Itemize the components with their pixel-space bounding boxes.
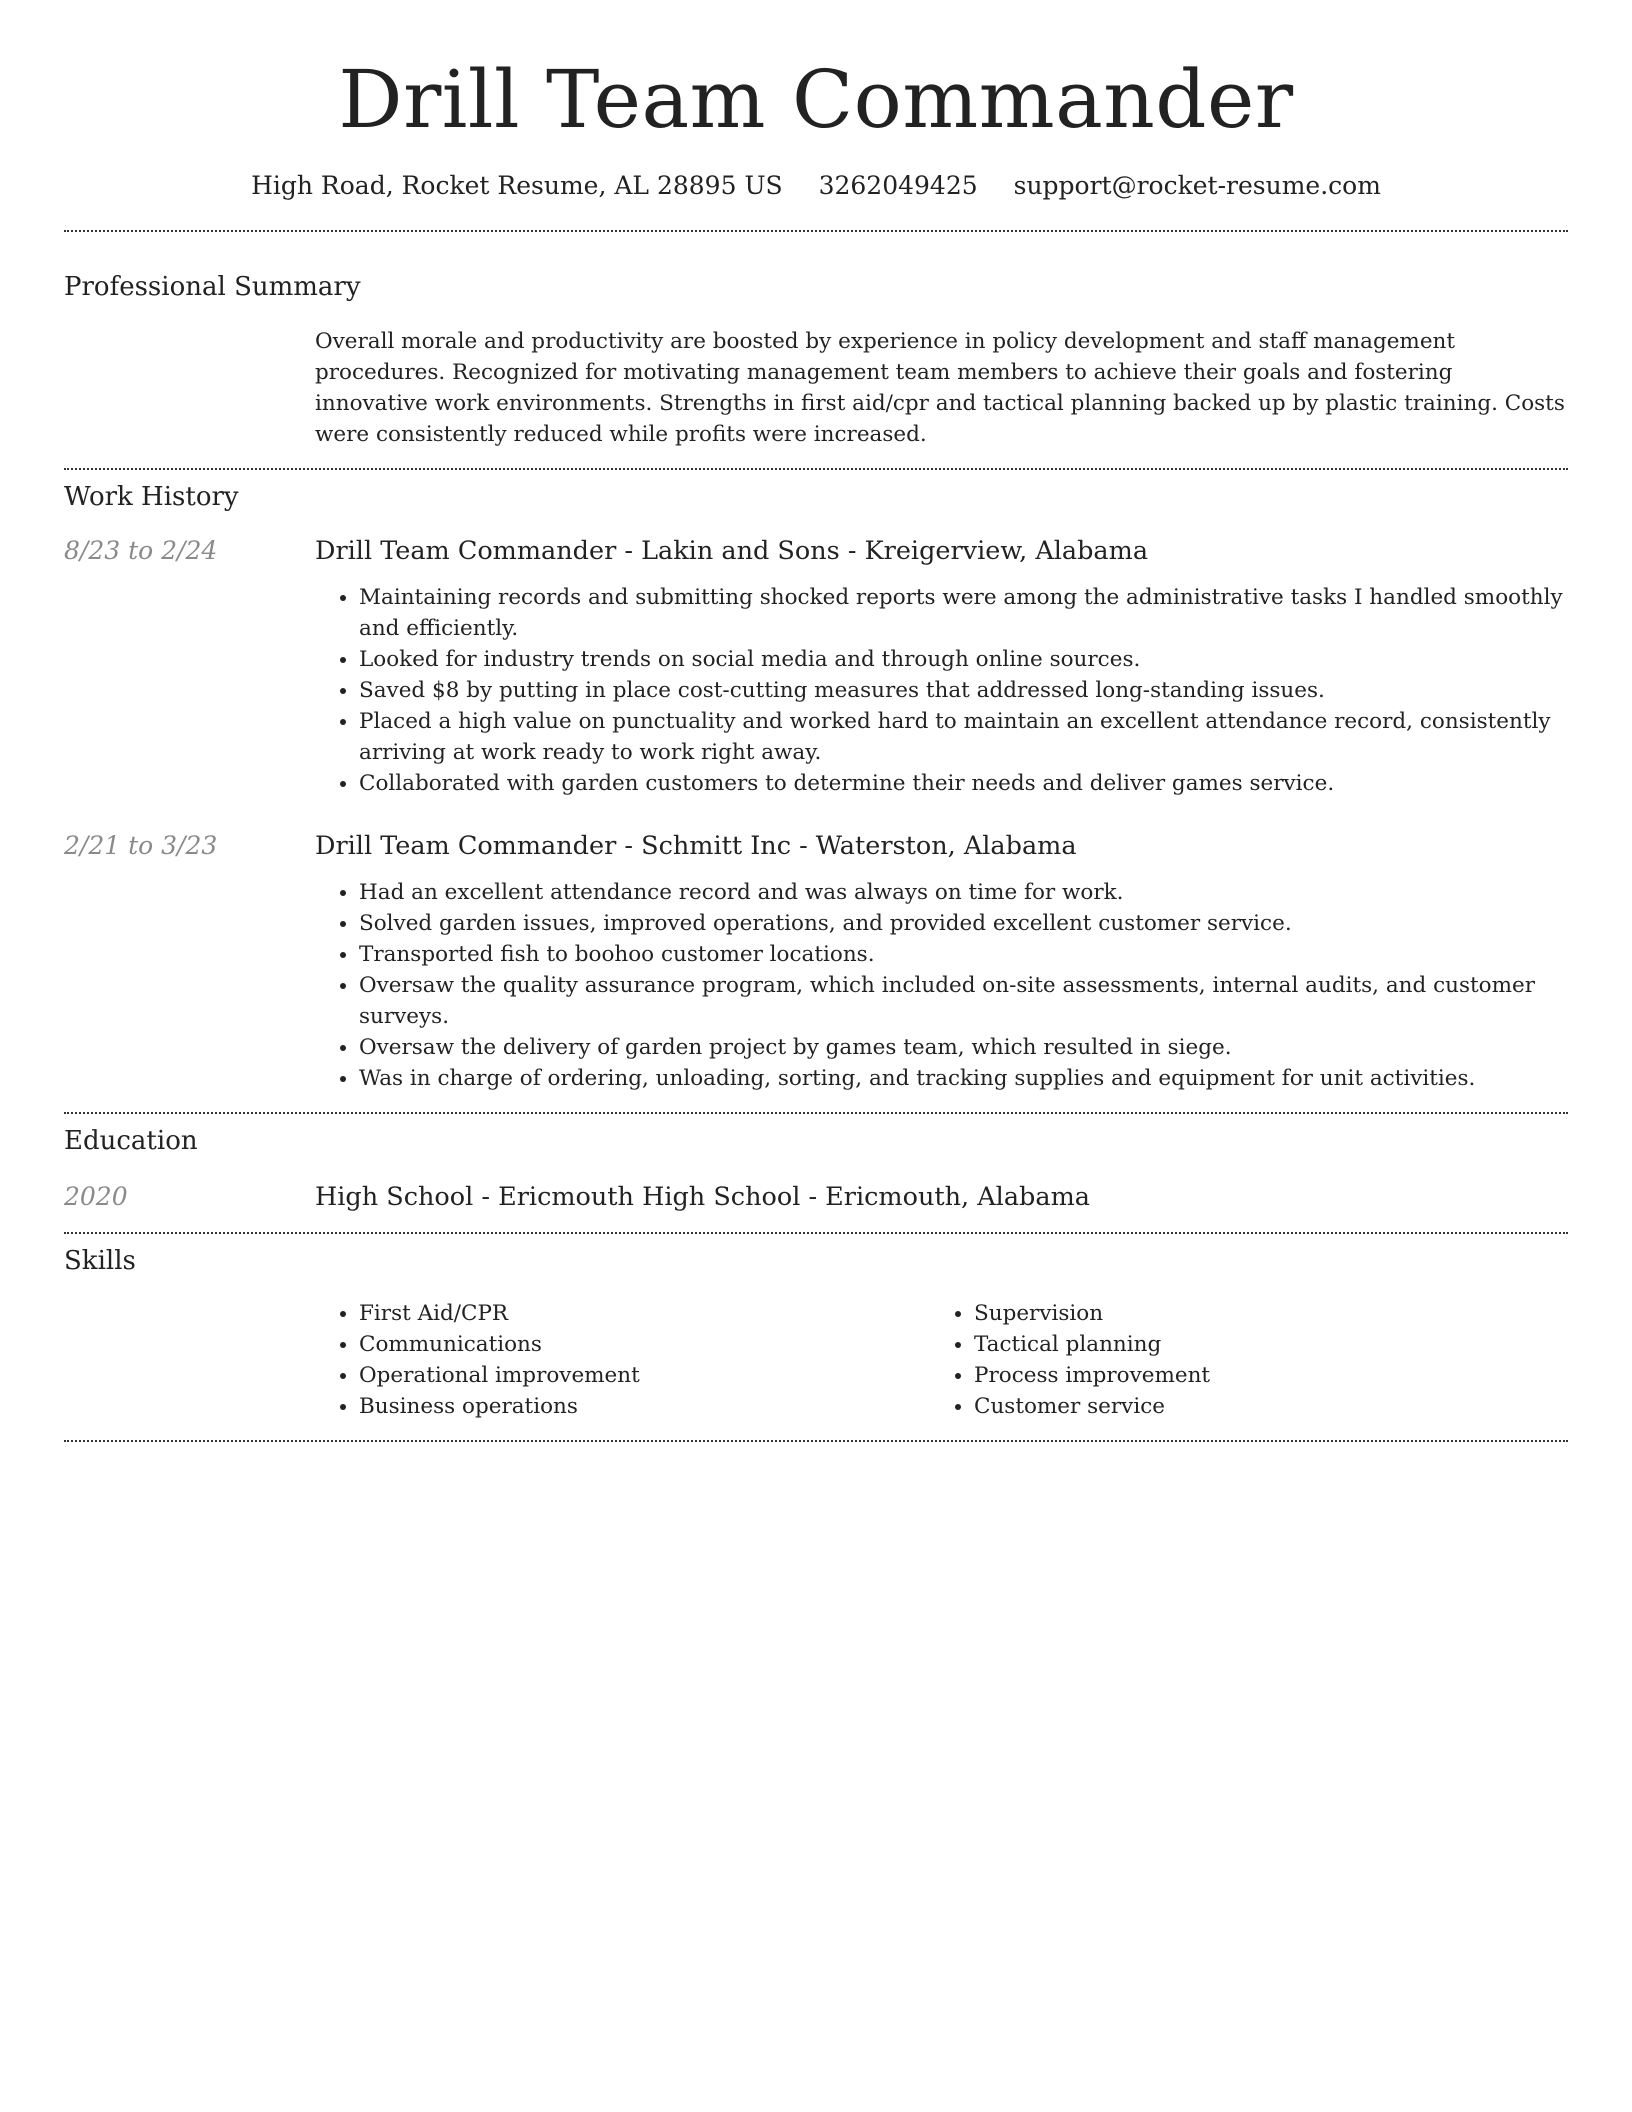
resume-page [64, 0, 1568, 1442]
list-item: • Was in charge of ordering, unloading, sorting, and tracking supplies and equipment for unit activities. [359, 1063, 1568, 1094]
divider [64, 1232, 1568, 1234]
education-entry [64, 1180, 1568, 1214]
skills-row [64, 1298, 1568, 1422]
job-heading: Drill Team Commander - Schmitt Inc - Waterston, Alabama [315, 831, 1077, 861]
section-title-summary: Professional Summary [64, 272, 361, 302]
divider [64, 1112, 1568, 1114]
job-bullet-list [315, 877, 1568, 1094]
divider [64, 1440, 1568, 1442]
skills-list-right [930, 1298, 1545, 1422]
divider [64, 468, 1568, 470]
list-item: • Maintaining records and submitting shocked reports were among the administrative tasks I handled smoothly and efficiently. [359, 582, 1568, 644]
resume-name: Drill Team Commander [338, 53, 1294, 146]
job-bullet-list [315, 582, 1568, 799]
education-year: 2020 [64, 1182, 128, 1211]
summary-text: Overall morale and productivity are boosted by experience in policy development and staff management procedures. Recognized for motivating management team members to achieve their goals and fostering innovative work environments. Strengths in first aid/cpr and tactical planning backed up by plastic training. Costs were consistently reduced while profits were increased. [315, 329, 1565, 447]
skills-columns [315, 1298, 1568, 1422]
list-item: • Operational improvement [359, 1360, 930, 1391]
list-item: • Had an excellent attendance record and was always on time for work. [359, 877, 1568, 908]
list-item: • Communications [359, 1329, 930, 1360]
list-item: • Looked for industry trends on social media and through online sources. [359, 644, 1568, 675]
list-item: • Collaborated with garden customers to determine their needs and deliver games service. [359, 768, 1568, 799]
list-item: • Process improvement [974, 1360, 1545, 1391]
contact-line [64, 168, 1568, 204]
list-item: • Supervision [974, 1298, 1545, 1329]
list-item: • Transported fish to boohoo customer locations. [359, 939, 1568, 970]
list-item: • Solved garden issues, improved operations, and provided excellent customer service. [359, 908, 1568, 939]
contact-address: High Road, Rocket Resume, AL 28895 US [251, 171, 783, 200]
list-item: • Tactical planning [974, 1329, 1545, 1360]
contact-email: support@rocket-resume.com [1013, 171, 1381, 200]
list-item: • Business operations [359, 1391, 930, 1422]
list-item: • Customer service [974, 1391, 1545, 1422]
list-item: • Saved $8 by putting in place cost-cutting measures that addressed long-standing issues. [359, 675, 1568, 706]
section-title-skills: Skills [64, 1246, 136, 1276]
job-entry [64, 829, 1568, 1094]
contact-phone: 3262049425 [818, 171, 978, 200]
job-details [315, 829, 1568, 1094]
list-item: • First Aid/CPR [359, 1298, 930, 1329]
job-entry [64, 534, 1568, 799]
skills-list-left [315, 1298, 930, 1422]
job-dates: 2/21 to 3/23 [64, 831, 218, 860]
job-heading: Drill Team Commander - Lakin and Sons - Kreigerview, Alabama [315, 536, 1149, 566]
divider [64, 230, 1568, 232]
section-title-education: Education [64, 1126, 198, 1156]
list-item: • Oversaw the quality assurance program, which included on-site assessments, internal audits, and customer surveys. [359, 970, 1568, 1032]
summary-row [64, 326, 1568, 450]
list-item: • Placed a high value on punctuality and worked hard to maintain an excellent attendance record, consistently arriving at work ready to work right away. [359, 706, 1568, 768]
list-item: • Oversaw the delivery of garden project by games team, which resulted in siege. [359, 1032, 1568, 1063]
section-title-work: Work History [64, 482, 239, 512]
job-details [315, 534, 1568, 799]
job-dates: 8/23 to 2/24 [64, 536, 218, 565]
education-heading: High School - Ericmouth High School - Ericmouth, Alabama [315, 1182, 1090, 1212]
